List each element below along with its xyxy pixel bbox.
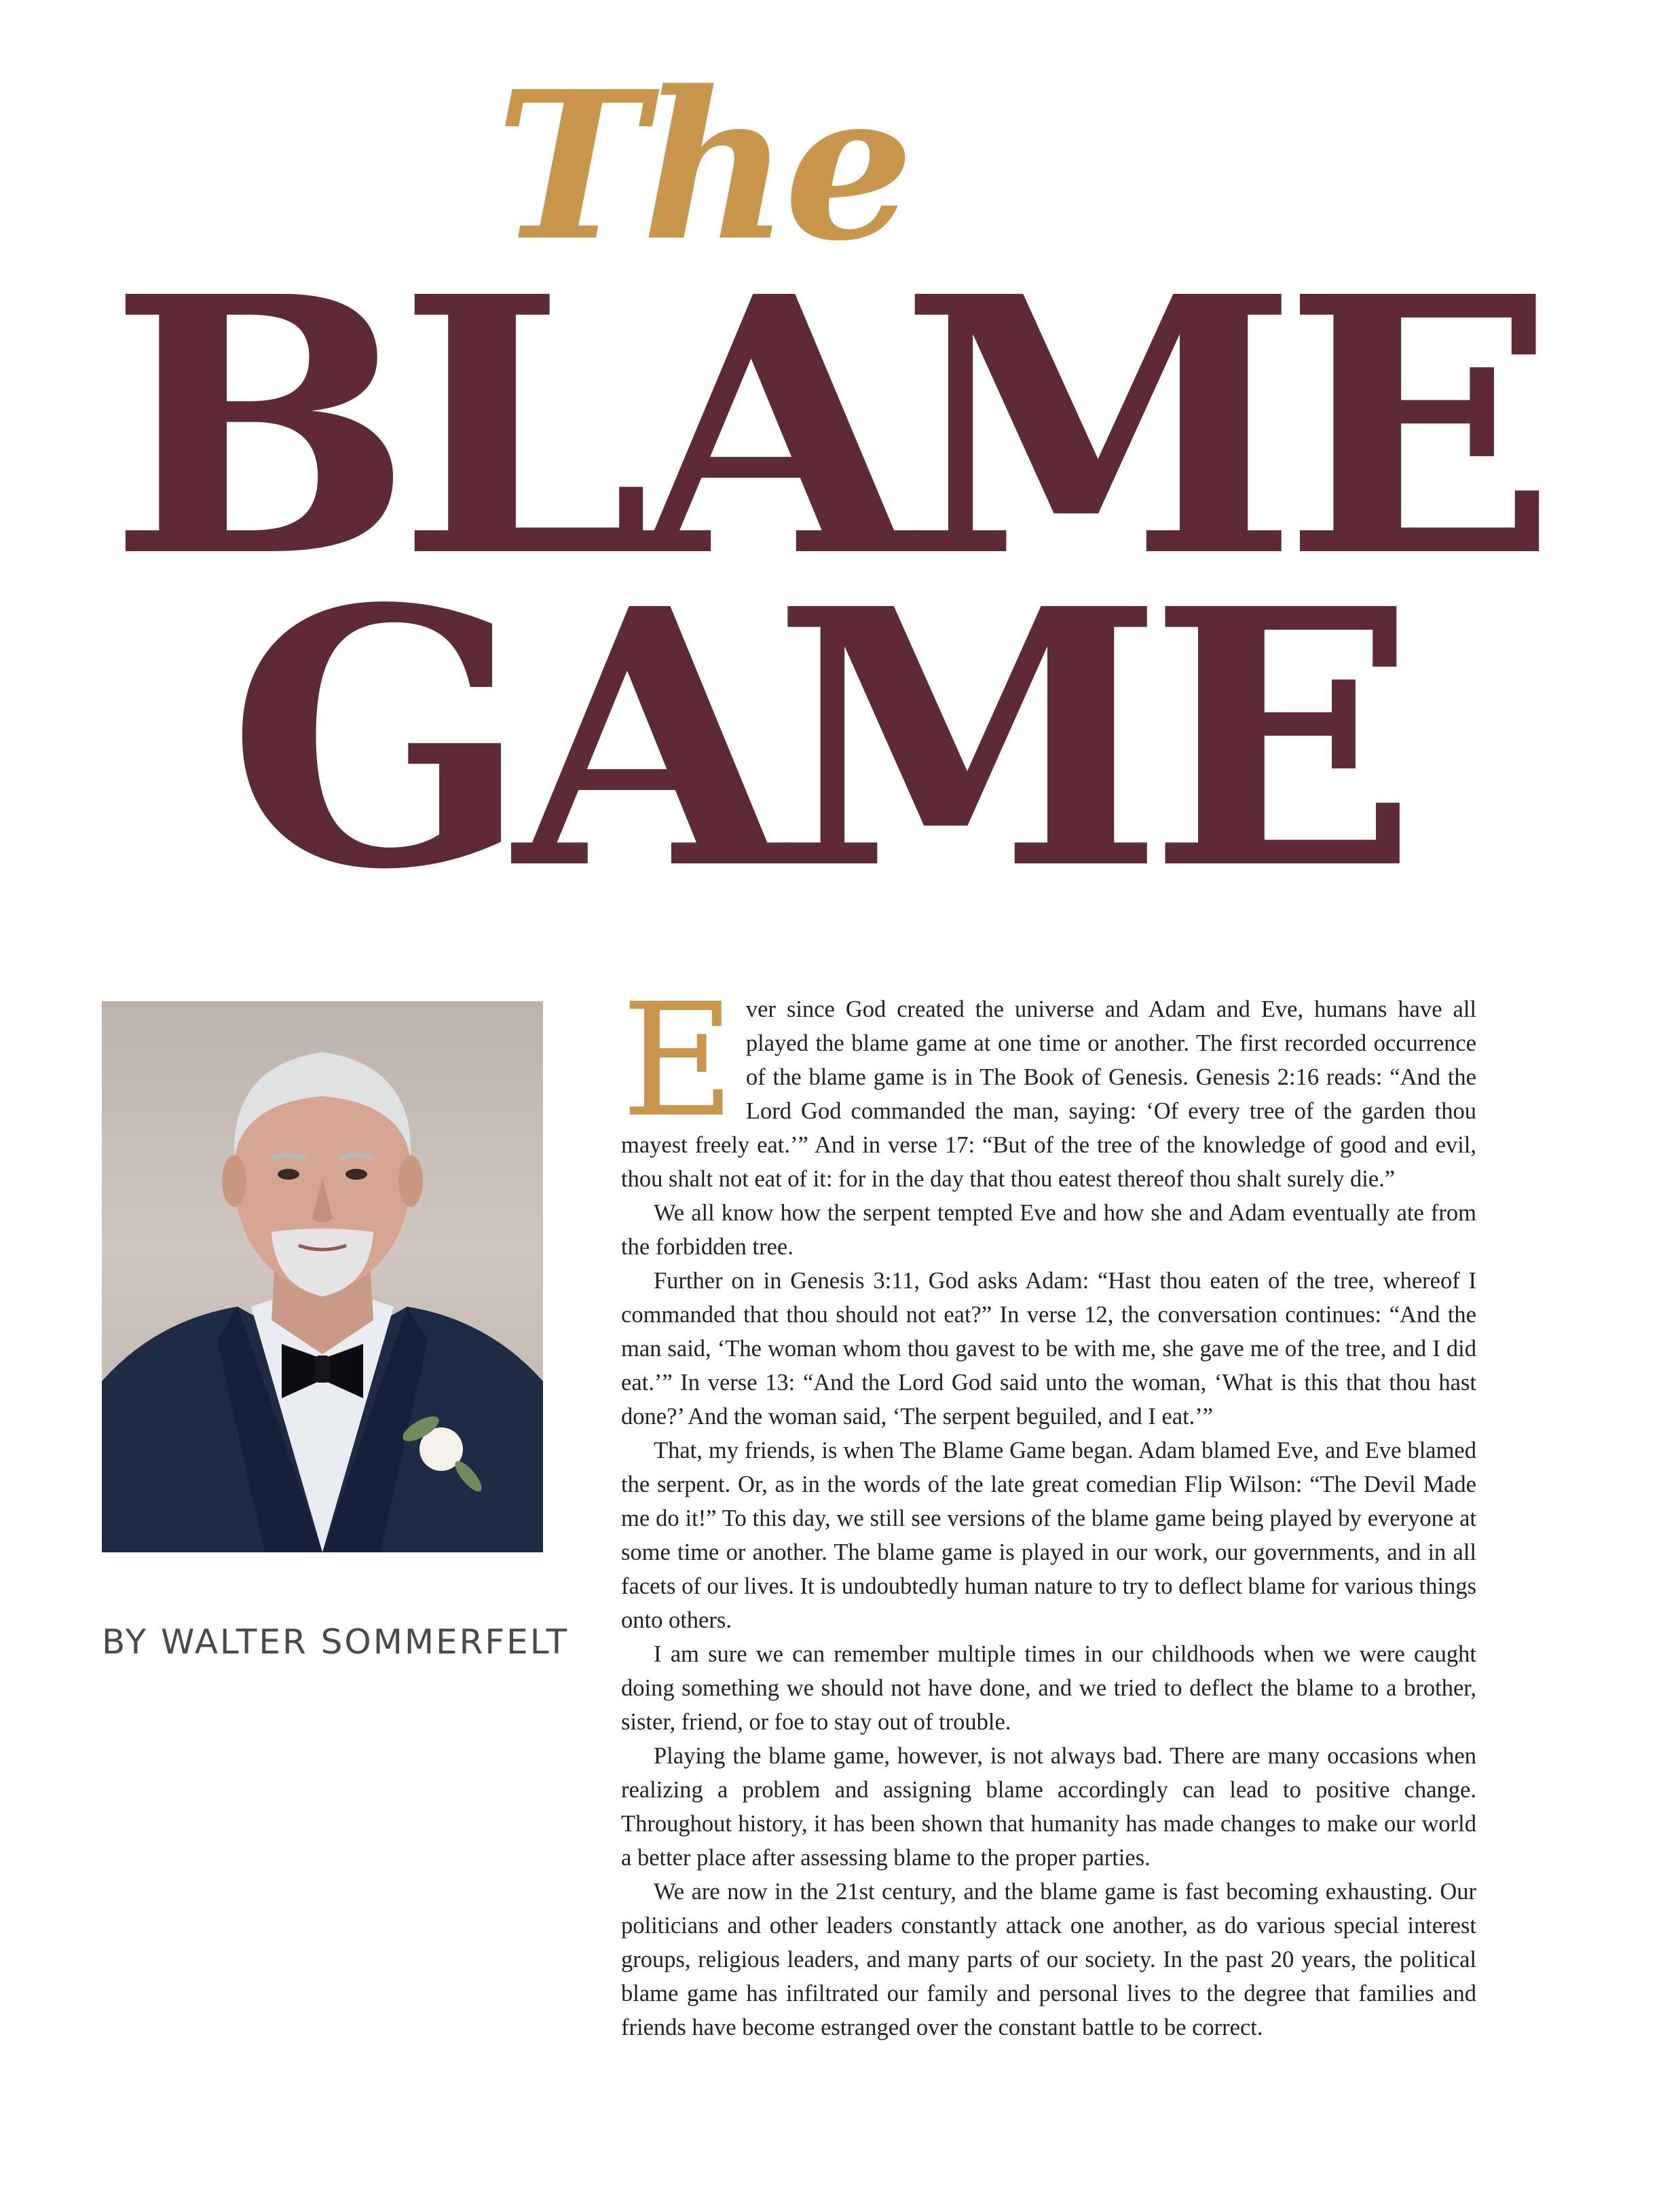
article-paragraph-2: We all know how the serpent tempted Eve and how she and Adam eventually ate from the forbidden tree. [621,1200,1476,1260]
title-blame: BLAME [109,220,1542,635]
article-paragraph-6: Playing the blame game, however, is not always bad. There are many occasions when realizing a problem and assigning blame accordingly can lead to positive change. Throughout history, it has been shown that humanity has made changes to make our world a better place after assessing blame to the proper parties. [621,1743,1476,1871]
byline: BY WALTER SOMMERFELT [102,1622,570,1662]
article-paragraph-3: Further on in Genesis 3:11, God asks Adam: “Hast thou eaten of the tree, whereof I commanded that thou should not eat?” In verse 12, the conversation continues: “And the man said, ‘The woman whom thou gavest to be with me, she gave me of the tree, and I did eat.’” In verse 13: “And the Lord God said unto the woman, ‘What is this that thou hast done?’ And the woman said, ‘The serpent beguiled, and I eat.’” [621,1268,1476,1429]
author-portrait-illustration [102,1001,543,1552]
drop-cap: E [621,971,735,1152]
title-game: GAME [227,532,1403,947]
title-the: The [496,46,909,286]
article-paragraph-4: That, my friends, is when The Blame Game began. Adam blamed Eve, and Eve blamed the serpent. Or, as in the words of the late great comedian Flip Wilson: “The Devil Made me do it!” To this day, we still see versions of the blame game being played by everyone at some time or another. The blame game is played in our work, our governments, and in all facets of our lives. It is undoubtedly human nature to try to deflect blame for various things onto others. [621,1438,1476,1633]
article-paragraph-1 [621,971,1476,1196]
article-paragraph-7: We are now in the 21st century, and the blame game is fast becoming exhausting. Our politicians and other leaders constantly attack one another, as do various special interest groups, religious leaders, and many parts of our society. In the past 20 years, the political blame game has infiltrated our family and personal lives to the degree that families and friends have become estranged over the constant battle to be correct. [621,1879,1476,2040]
article-body [621,971,1476,2044]
author-portrait [102,1001,543,1552]
article-paragraph-5: I am sure we can remember multiple times in our childhoods when we were caught doing something we should not have done, and we tried to deflect the blame to a brother, sister, friend, or foe to stay out of trouble. [621,1641,1476,1735]
paragraph-text: ver since God created the universe and Adam and Eve, humans have all played the blame game at one time or another. The first recorded occurrence of the blame game is in The Book of Genesis. Genesis 2:16 reads: “And the Lord God commanded the man, saying: ‘Of every tree of the garden thou mayest freely eat.’” And in verse 17: “But of the tree of the knowledge of good and evil, thou shalt not eat of it: for in the day that thou eatest thereof thou shalt surely die.” [621,996,1476,1192]
